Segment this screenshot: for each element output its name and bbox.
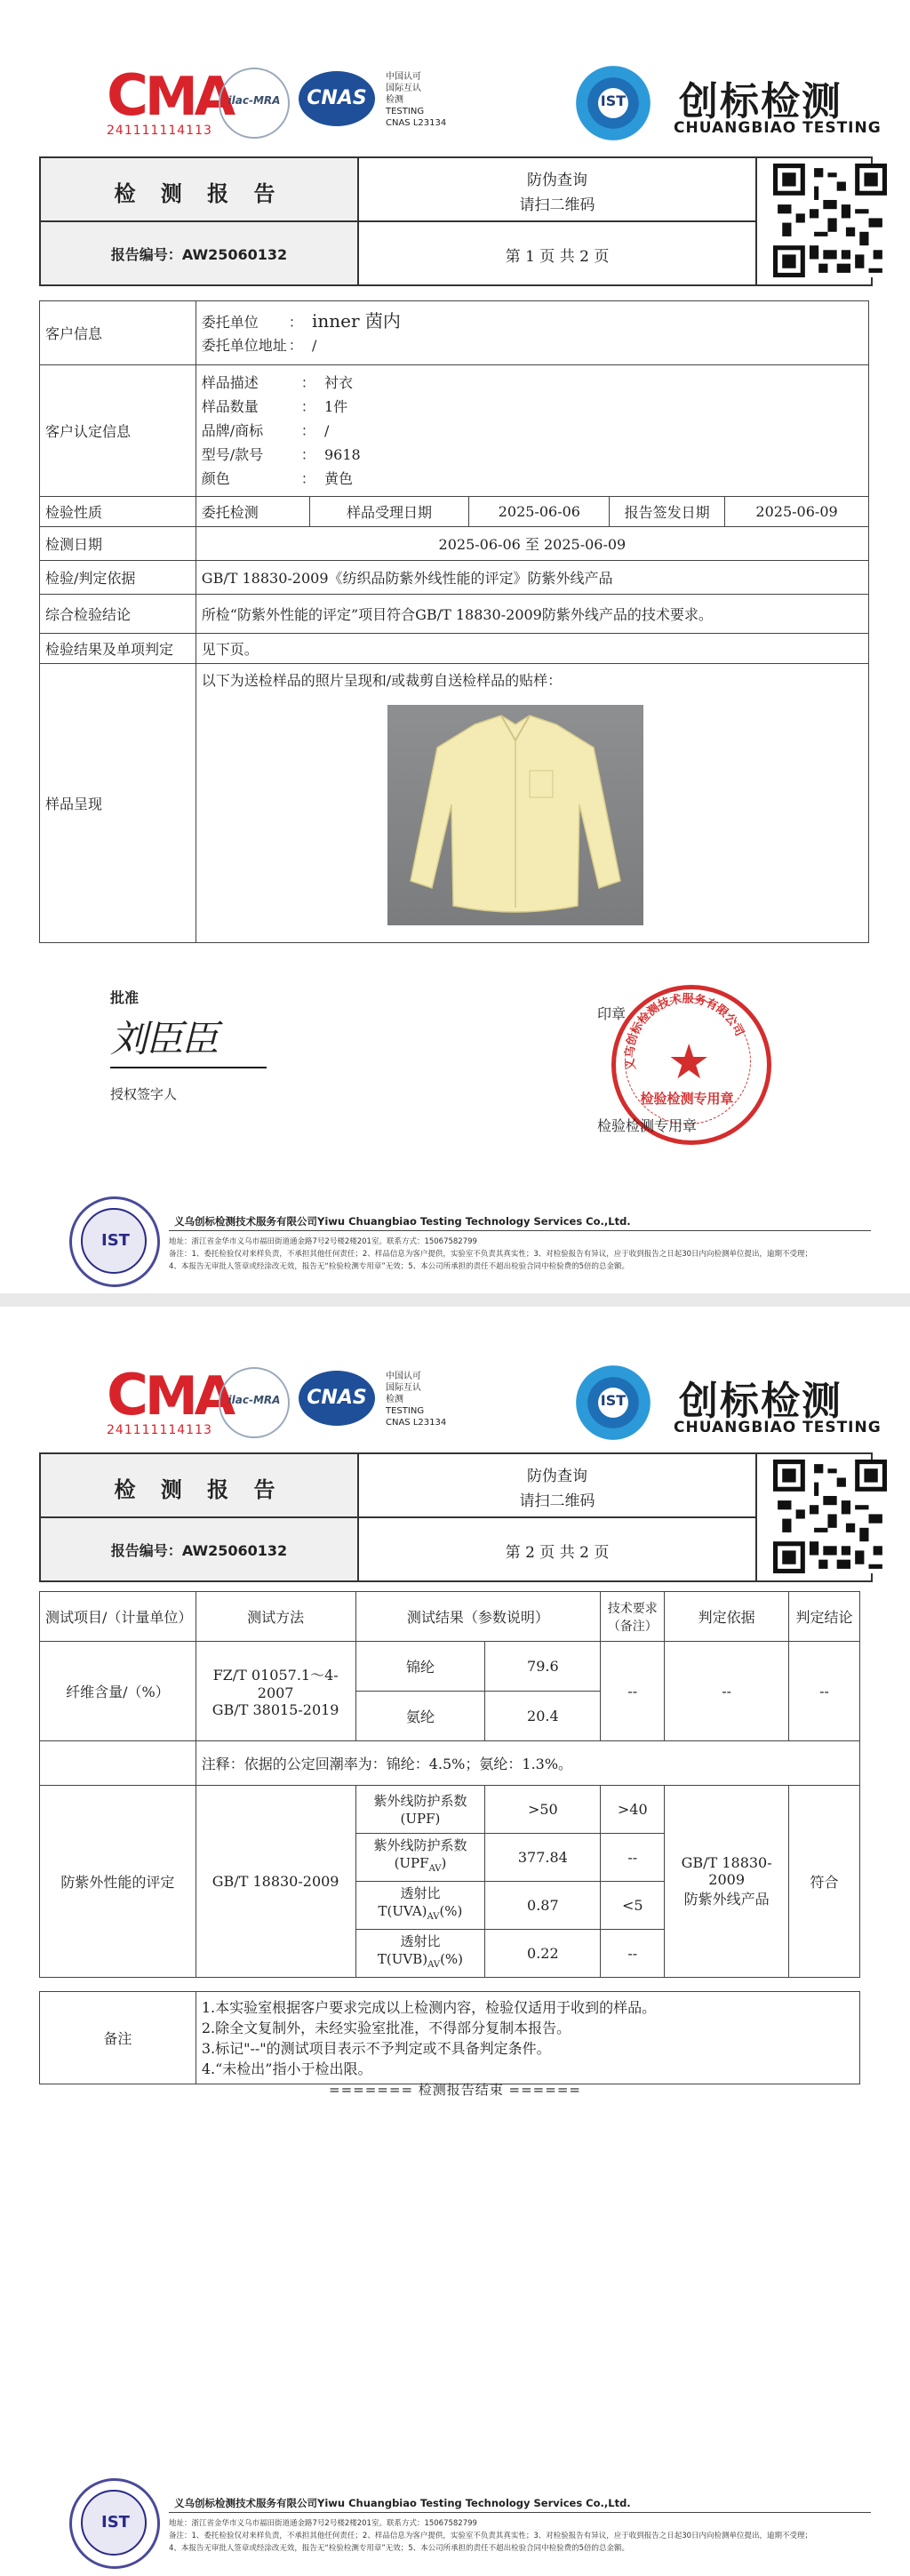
client-address-value: / [311,336,317,354]
footer-address: 地址：浙江省金华市义乌市福田街道通金路7号2号楼2楼201室。联系方式：15067582799 [169,1237,477,1246]
uv-uvb-name: 透射比 $T(UVB)_{AV}(\%)$ [355,1930,485,1978]
ist-logo: IST [576,66,651,140]
client-info-cell: 委托单位 ： inner 茵内 委托单位地址 ： / [196,301,868,365]
signature-line [110,1067,267,1068]
report-number: 报告编号：AW25060132 [110,1542,288,1559]
table-row [40,1642,860,1692]
conclusion-label: 综合检验结论 [40,595,196,634]
receive-date-value: 2025-06-06 [469,497,610,527]
approve-label: 批准 [110,989,140,1006]
ilac-mra-logo: ilac-MRA [219,68,290,139]
basis-label: 检验/判定依据 [40,561,196,595]
footer-divider [169,1230,871,1231]
col-header-basis: 判定依据 [665,1592,789,1642]
seal-star-icon: ★ [667,1034,711,1090]
brand-name-en: CHUANGBIAO TESTING [674,1419,882,1436]
cnas-text: 中国认可 国际互认 检测 TESTING CNAS L23134 [386,1372,447,1428]
report-title-box [39,1452,873,1582]
col-header-item: 测试项目/（计量单位） [40,1592,196,1642]
anti-fake-label: 防伪查询 [527,1468,587,1485]
page-indicator: 第 1 页 共 2 页 [505,248,610,266]
uv-verdict: 符合 [789,1786,860,1978]
fiber-requirement: -- [601,1642,665,1741]
sample-show-note: 以下为送检样品的照片呈现和/或裁剪自送检样品的贴样： [201,672,563,689]
page-separator [0,1293,910,1307]
basis-value: GB/T 18830-2009《纺织品防紫外线性能的评定》防紫外线产品 [196,561,868,595]
footer-note-2: 4、本报告无审批人签章或经涂改无效，报告无“检验检测专用章”无效；5、本公司所承担的责任不超出检验合同中检验费的5倍的总金额。 [169,2544,630,2553]
uv-basis: GB/T 18830-2009 防紫外线产品 [665,1786,789,1978]
report-title: 检 测 报 告 [114,1477,284,1502]
qr-code-icon[interactable] [773,164,887,277]
client-unit-value: inner 茵内 [311,309,401,332]
uv-item: 防紫外性能的评定 [40,1786,196,1978]
fiber-basis: -- [665,1642,789,1741]
test-date-label: 检测日期 [40,527,196,561]
cnas-logo: CNAS [299,1371,375,1426]
footer-note-2: 4、本报告无审批人签章或经涂改无效，报告无“检验检测专用章”无效；5、本公司所承担的责任不超出检验合同中检验费的5倍的总金额。 [169,1262,630,1271]
footer-company: 义乌创标检测技术服务有限公司Yiwu Chuangbiao Testing Technology Services Co.,Ltd. [174,2497,631,2509]
result-ref-value: 见下页。 [196,634,868,664]
table-row [40,1741,860,1786]
fiber-method: FZ/T 01057.1～4-2007 GB/T 38015-2019 [196,1642,355,1741]
report-end-marker: ======= 检测报告结束 ====== [329,2082,581,2098]
brand-name-cn: 创标检测 [679,79,842,124]
sample-info-cell: 样品描述 ： 衬衣 样品数量 ： 1件 品牌/商标 ： / 型号/款号 ： 9618 颜色 ： 黄色 [196,365,868,497]
fiber-note-spacer [40,1741,196,1786]
footer-logo: IST [69,1196,160,1287]
uv-upf-name: 紫外线防护系数 (UPF) [355,1786,485,1834]
uv-uvb-value: 0.22 [485,1930,601,1978]
issue-date-value: 2025-06-09 [725,497,869,527]
brand-name-cn: 创标检测 [679,1379,842,1424]
sample-photo [387,705,643,925]
fiber-item: 纤维含量/（%） [40,1642,196,1741]
uv-upfav-requirement: -- [601,1834,665,1882]
sample-info-label: 客户认定信息 [40,365,196,497]
fiber-name-spandex: 氨纶 [355,1692,485,1741]
remarks-content: 1.本实验室根据客户要求完成以上检测内容，检验仅适用于收到的样品。 2.除全文复制外，未经实验室批准，不得部分复制本报告。 3.标记"--"的测试项目表示不予判定或不具备判定条件。 4.“未检出”指小于检出限。 [196,1992,859,2084]
page-indicator: 第 2 页 共 2 页 [505,1544,610,1562]
report-page-2 [0,1307,910,2576]
col-header-requirement: 技术要求（备注） [601,1592,665,1642]
uv-uva-name: 透射比 $T(UVA)_{AV}(\%)$ [355,1882,485,1930]
results-header-row [40,1592,860,1642]
col-header-verdict: 判定结论 [789,1592,860,1642]
footer-logo: IST [69,2478,160,2569]
ilac-mra-logo: ilac-MRA [219,1367,290,1438]
seal-caption: 检验检测专用章 [597,1117,698,1134]
nature-value: 委托检测 [196,497,309,527]
fiber-note: 注释：依据的公定回潮率为：锦纶：4.5%；氨纶：1.3%。 [196,1741,859,1786]
col-header-method: 测试方法 [196,1592,355,1642]
col-header-result: 测试结果（参数说明） [355,1592,601,1642]
uv-upf-value: >50 [485,1786,601,1834]
anti-fake-hint: 请扫二维码 [519,1492,595,1510]
result-ref-label: 检验结果及单项判定 [40,634,196,664]
ist-logo: IST [576,1365,651,1440]
seal-label: 印章 [597,1005,627,1022]
uv-upfav-value: 377.84 [485,1834,601,1882]
cnas-logo: CNAS [299,71,375,126]
footer-note-1: 备注：1、委托检验仅对来样负责，不承担其他任何责任；2、样品信息为客户提供，实验室不负责其真实性；3、对检验报告有异议，应于收到报告之日起30日内向检测单位提出，逾期不受理； [169,2532,813,2540]
footer-divider [169,2512,871,2513]
anti-fake-label: 防伪查询 [527,172,587,189]
fiber-name-nylon: 锦纶 [355,1642,485,1692]
uv-upf-requirement: >40 [601,1786,665,1834]
report-number: 报告编号：AW25060132 [110,246,288,263]
uv-uvb-requirement: -- [601,1930,665,1978]
uv-upfav-name: 紫外线防护系数 $(UPF_{AV})$ [355,1834,485,1882]
seal-sub-text: 检验检测专用章 [640,1091,734,1107]
anti-fake-hint: 请扫二维码 [519,196,595,214]
report-title-box [39,156,873,286]
uv-uva-value: 0.87 [485,1882,601,1930]
fiber-value-spandex: 20.4 [485,1692,601,1741]
remarks-table [39,1991,860,2084]
cma-logo: CMA 241111114113 [107,63,233,138]
sample-show-label: 样品呈现 [40,664,196,943]
client-info-label: 客户信息 [40,301,196,365]
nature-label: 检验性质 [40,497,196,527]
signature: 刘臣臣 [110,1017,218,1060]
qr-code-icon[interactable] [773,1460,887,1573]
issue-date-label: 报告签发日期 [610,497,725,527]
seal-text: 义乌创标检测技术服务有限公司 [623,992,746,1071]
footer-address: 地址：浙江省金华市义乌市福田街道通金路7号2号楼2楼201室。联系方式：15067582799 [169,2519,477,2528]
remarks-label: 备注 [40,1992,196,2084]
test-date-value: 2025-06-06 至 2025-06-09 [196,527,868,561]
signer-label: 授权签字人 [110,1086,178,1102]
uv-method: GB/T 18830-2009 [196,1786,355,1978]
results-table [39,1591,860,1978]
table-row [40,1786,860,1834]
brand-name-en: CHUANGBIAO TESTING [674,119,882,137]
fiber-value-nylon: 79.6 [485,1642,601,1692]
receive-date-label: 样品受理日期 [309,497,469,527]
cnas-text: 中国认可 国际互认 检测 TESTING CNAS L23134 [386,72,447,128]
cma-logo: CMA 241111114113 [107,1363,233,1437]
footer-company: 义乌创标检测技术服务有限公司Yiwu Chuangbiao Testing Technology Services Co.,Ltd. [174,1215,631,1228]
uv-uva-requirement: <5 [601,1882,665,1930]
fiber-verdict: -- [789,1642,860,1741]
report-title: 检 测 报 告 [114,181,284,206]
footer-note-1: 备注：1、委托检验仅对来样负责，不承担其他任何责任；2、样品信息为客户提供，实验室不负责其真实性；3、对检验报告有异议，应于收到报告之日起30日内向检测单位提出，逾期不受理； [169,1250,813,1259]
conclusion-value: 所检“防紫外性能的评定”项目符合GB/T 18830-2009防紫外线产品的技术要求。 [196,595,868,634]
